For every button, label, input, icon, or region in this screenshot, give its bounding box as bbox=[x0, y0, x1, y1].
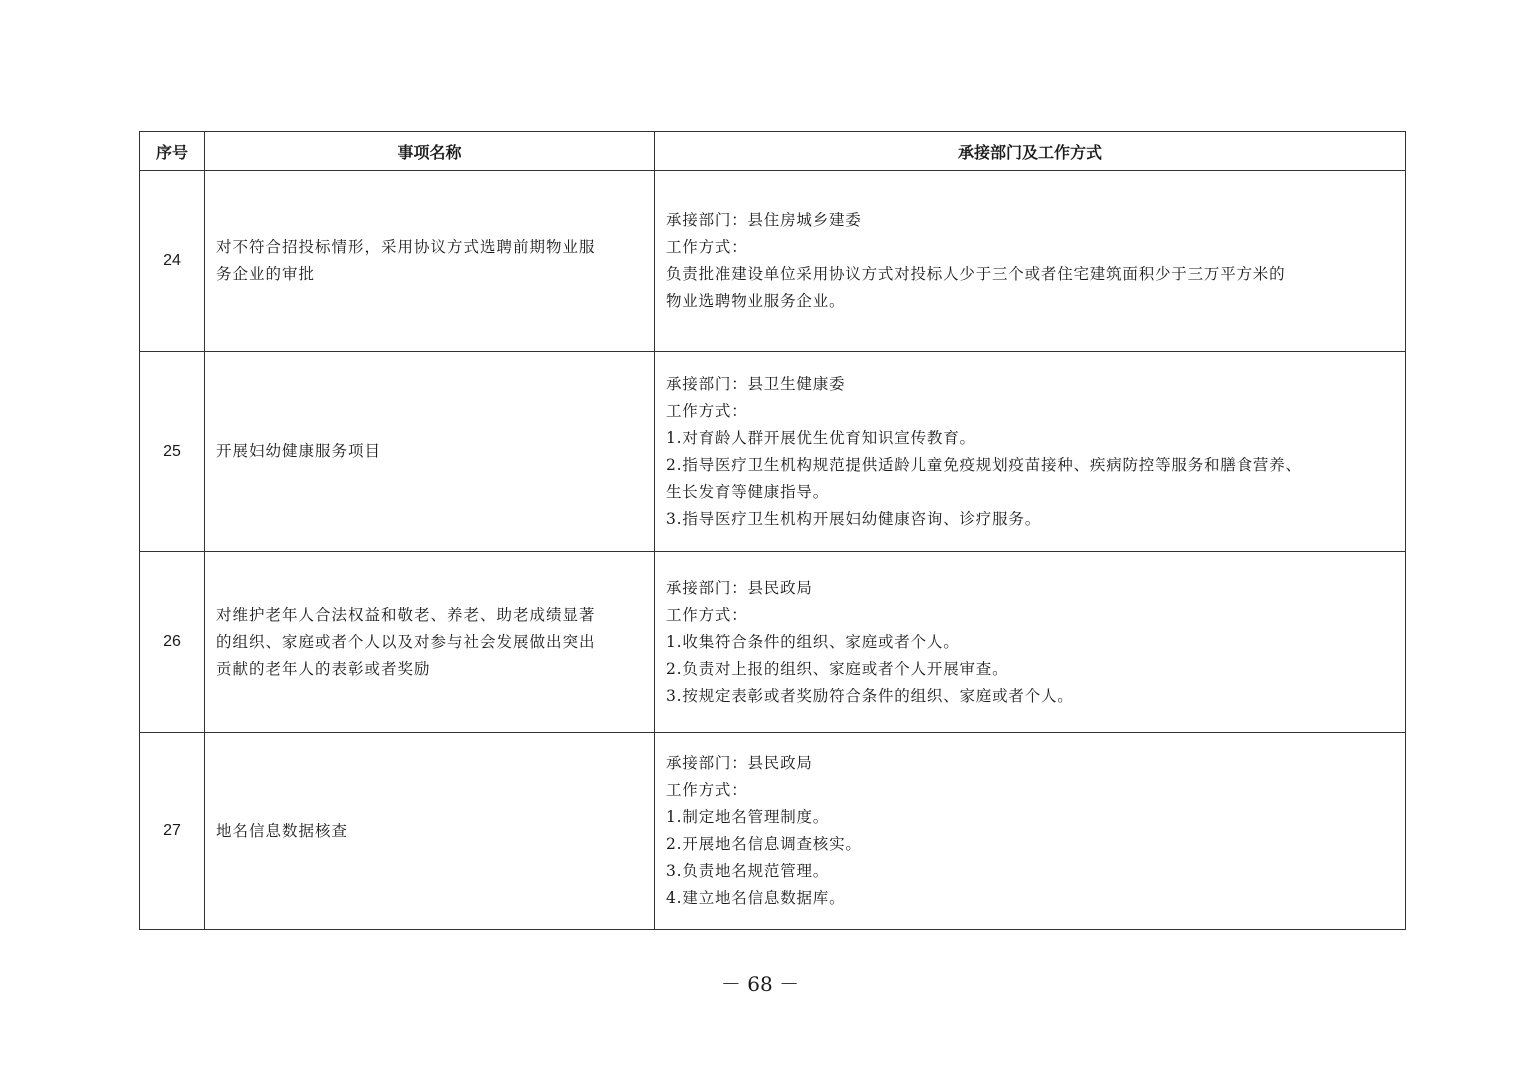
row-number: 24 bbox=[140, 171, 205, 352]
row-number: 27 bbox=[140, 733, 205, 930]
table-header-row bbox=[140, 132, 1406, 171]
department-method: 承接部门：县民政局 工作方式： 1.收集符合条件的组织、家庭或者个人。 2.负责对上报的组织、家庭或者个人开展审查。 3.按规定表彰或者奖励符合条件的组织、家庭或者个人。 bbox=[655, 552, 1406, 733]
item-name: 开展妇幼健康服务项目 bbox=[205, 352, 655, 552]
item-name: 对不符合招投标情形，采用协议方式选聘前期物业服 务企业的审批 bbox=[205, 171, 655, 352]
department-method: 承接部门：县卫生健康委 工作方式： 1.对育龄人群开展优生优育知识宣传教育。 2.指导医疗卫生机构规范提供适龄儿童免疫规划疫苗接种、疾病防控等服务和膳食营养、 生长发育等健康指导。 3.指导医疗卫生机构开展妇幼健康咨询、诊疗服务。 bbox=[655, 352, 1406, 552]
row-number: 26 bbox=[140, 552, 205, 733]
item-name: 对维护老年人合法权益和敬老、养老、助老成绩显著 的组织、家庭或者个人以及对参与社会发展做出突出 贡献的老年人的表彰或者奖励 bbox=[205, 552, 655, 733]
department-method: 承接部门：县民政局 工作方式： 1.制定地名管理制度。 2.开展地名信息调查核实。 3.负责地名规范管理。 4.建立地名信息数据库。 bbox=[655, 733, 1406, 930]
item-name: 地名信息数据核查 bbox=[205, 733, 655, 930]
header-item-name: 事项名称 bbox=[205, 132, 655, 171]
page-number: － 68 － bbox=[720, 972, 800, 996]
header-seq: 序号 bbox=[140, 132, 205, 171]
table-row bbox=[140, 171, 1406, 352]
department-method: 承接部门：县住房城乡建委 工作方式： 负责批准建设单位采用协议方式对投标人少于三个或者住宅建筑面积少于三万平方米的 物业选聘物业服务企业。 bbox=[655, 171, 1406, 352]
table-row bbox=[140, 733, 1406, 930]
row-number: 25 bbox=[140, 352, 205, 552]
table-row bbox=[140, 552, 1406, 733]
item-table bbox=[139, 131, 1406, 930]
table-row bbox=[140, 352, 1406, 552]
header-department-method: 承接部门及工作方式 bbox=[655, 132, 1406, 171]
